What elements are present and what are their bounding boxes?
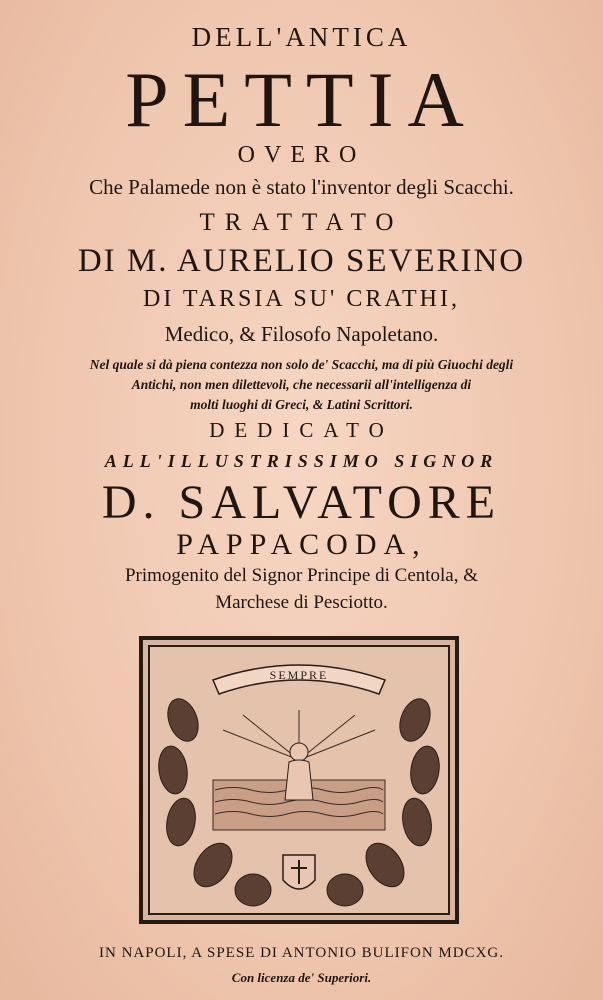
dedicatee-title-line-1: Primogenito del Signor Principe di Centola, & [124,565,479,586]
author-profession-line: Medico, & Filosofo Napoletano. [164,322,439,346]
author-line: DI M. AURELIO SEVERINO [77,243,526,279]
subtitle-line: Che Palamede non è stato l'inventor degli Scacchi. [89,175,514,199]
title-line-dell-antica: DELL'ANTICA [191,22,412,52]
printers-emblem [139,636,459,924]
illustrissimo-line: ALL'ILLUSTRISSIMO SIGNOR [104,451,499,471]
dedicatee-surname-line: PAPPACODA, [176,528,427,561]
author-origin-line: DI TARSIA SU' CRATHI, [143,286,460,312]
imprint-line: IN NAPOLI, A SPESE DI ANTONIO BULIFON MDCXG. [99,945,504,961]
description-line-1: Nel quale si dà piena contezza non solo de' Scacchi, ma di più Giuochi degli [89,357,514,372]
description-line-3: molti luoghi di Greci, & Latini Scrittori. [190,397,413,412]
title-line-overo: OVERO [237,142,366,168]
trattato-line: TRATTATO [199,209,404,236]
description-line-2: Antichi, non men dilettevoli, che necessarii all'intelligenza di [131,377,472,392]
license-line: Con licenza de' Superiori. [231,970,372,985]
emblem-motto: SEMPRE [269,668,329,682]
title-line-pettia: PETTIA [125,56,478,143]
dedicato-line: DEDICATO [209,418,394,442]
dedicatee-name-line: D. SALVATORE [101,476,502,529]
dedicatee-title-line-2: Marchese di Pesciotto. [215,592,388,613]
